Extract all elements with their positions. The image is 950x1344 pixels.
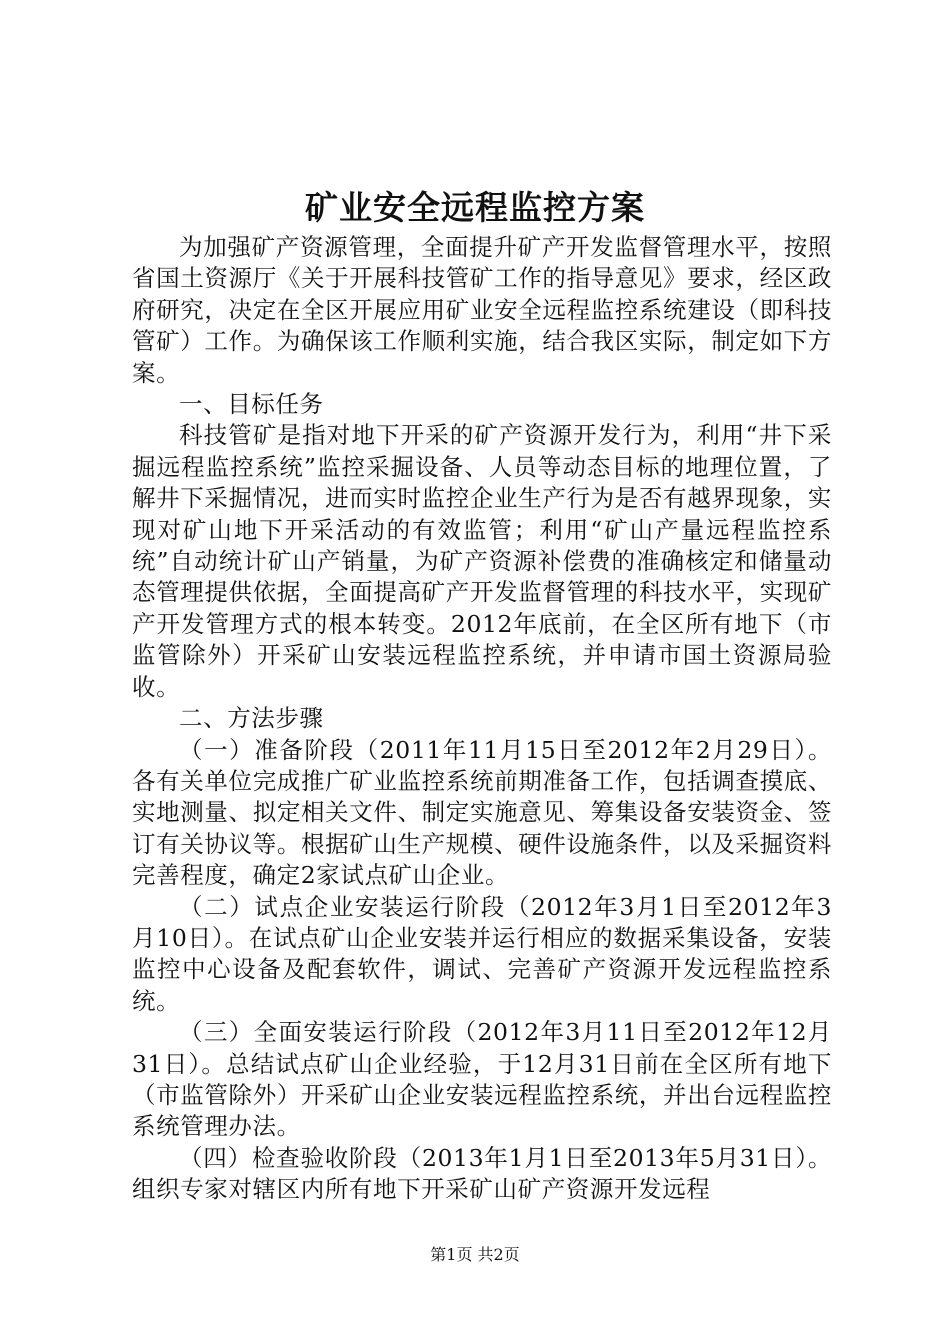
page-footer: 第1页 共2页 [430, 1245, 520, 1264]
step-2-paragraph: （二）试点企业安装运行阶段（2012年3月1日至2012年3月10日）。在试点矿山企业安装并运行相应的数据采集设备，安装监控中心设备及配套软件，调试、完善矿产资源开发远程监控系统。 [132, 892, 832, 1015]
step-1-paragraph: （一）准备阶段（2011年11月15日至2012年2月29日）。各有关单位完成推广矿业监控系统前期准备工作，包括调查摸底、实地测量、拟定相关文件、制定实施意见、筹集设备安装资金、签订有关协议等。根据矿山生产规模、硬件设施条件，以及采掘资料完善程度，确定2家试点矿山企业。 [132, 735, 832, 890]
goals-paragraph: 科技管矿是指对地下开采的矿产资源开发行为，利用“井下采掘远程监控系统”监控采掘设备、人员等动态目标的地理位置，了解井下采掘情况，进而实时监控企业生产行为是否有越界现象，实现对矿山地下开采活动的有效监管；利用“矿山产量远程监控系统”自动统计矿山产销量，为矿产资源补偿费的准确核定和储量动态管理提供依据，全面提高矿产开发监督管理的科技水平，实现矿产开发管理方式的根本转变。2012年底前，在全区所有地下（市监管除外）开采矿山安装远程监控系统，并申请市国土资源局验收。 [132, 421, 832, 701]
document-title: 矿业安全远程监控方案 [305, 188, 645, 227]
step-4-paragraph: （四）检查验收阶段（2013年1月1日至2013年5月31日）。组织专家对辖区内所有地下开采矿山矿产资源开发远程 [132, 1143, 832, 1204]
document-body [132, 232, 832, 1206]
step-3-paragraph: （三）全面安装运行阶段（2012年3月11日至2012年12月31日）。总结试点矿山企业经验，于12月31日前在全区所有地下（市监管除外）开采矿山企业安装远程监控系统，并出台远程监控系统管理办法。 [132, 1018, 832, 1141]
section-heading-goals: 一、目标任务 [179, 390, 324, 419]
section-heading-steps: 二、方法步骤 [179, 704, 324, 733]
intro-paragraph: 为加强矿产资源管理，全面提升矿产开发监督管理水平，按照省国土资源厅《关于开展科技管矿工作的指导意见》要求，经区政府研究，决定在全区开展应用矿业安全远程监控系统建设（即科技管矿）工作。为确保该工作顺利实施，结合我区实际，制定如下方案。 [132, 233, 832, 387]
